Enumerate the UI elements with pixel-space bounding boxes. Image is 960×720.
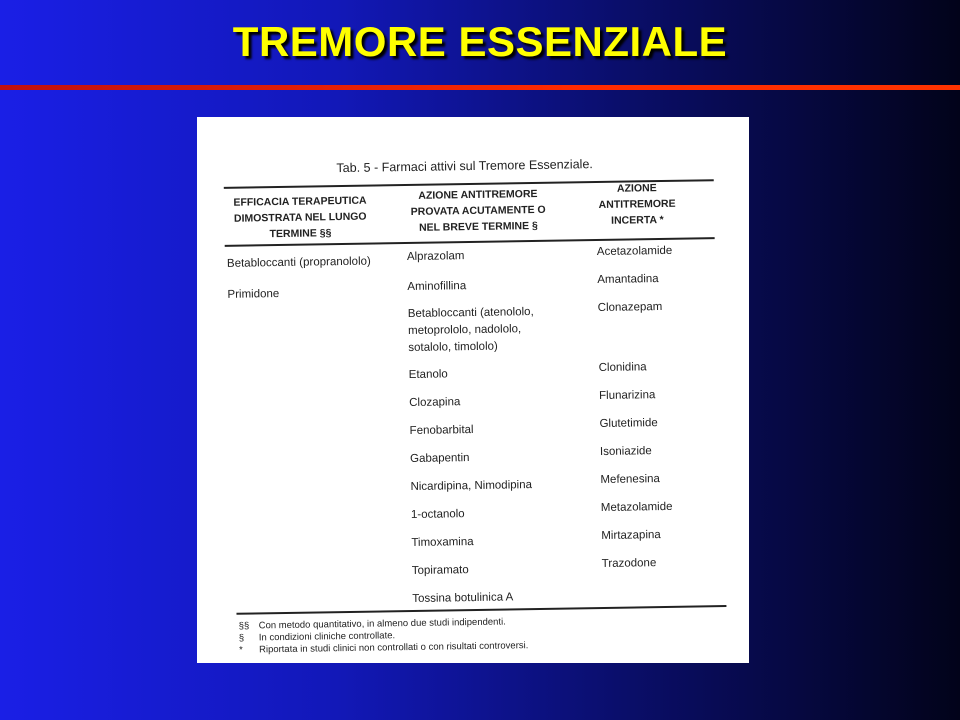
list-item: Acetazolamide: [596, 244, 673, 259]
footnotes: [239, 616, 529, 657]
footnote-text: Con metodo quantitativo, in almeno due studi indipendenti.: [258, 616, 506, 632]
list-item: Clonazepam: [597, 301, 663, 315]
footnote-symbol: *: [238, 644, 243, 656]
list-item: Clonidina: [598, 361, 647, 375]
footnote-symbol: §§: [238, 620, 250, 632]
footnote-text: Riportata in studi clinici non controllati o con risultati controversi.: [258, 640, 529, 656]
list-item: Tossina botulinica A: [412, 591, 514, 605]
list-item: Gabapentin: [409, 452, 470, 465]
header-col2: AZIONE ANTITREMORE PROVATA ACUTAMENTE O NEL BREVE TERMINE §: [410, 187, 546, 234]
list-item: Flunarizina: [599, 389, 656, 403]
list-item: 1-octanolo: [410, 508, 465, 521]
footnote-text: In condizioni cliniche controllate.: [258, 630, 396, 644]
list-item: Clozapina: [409, 396, 461, 410]
header-col3: AZIONE ANTITREMORE INCERTA *: [598, 182, 676, 227]
list-item: Primidone: [227, 288, 280, 301]
list-item: Betabloccanti (propranololo): [226, 255, 371, 270]
list-item: Timoxamina: [411, 536, 474, 549]
list-item: Topiramato: [411, 564, 469, 577]
list-item: Amantadina: [597, 273, 659, 287]
title-underline: [0, 85, 960, 90]
list-item: Alprazolam: [406, 250, 465, 264]
list-item: Isoniazide: [599, 445, 652, 459]
list-item: Etanolo: [408, 368, 448, 382]
scanned-table-content: [197, 117, 749, 663]
list-item: Mirtazapina: [601, 529, 661, 543]
list-item: Nicardipina, Nimodipina: [410, 479, 533, 493]
list-item: Mefenesina: [600, 473, 660, 487]
table-caption: Tab. 5 - Farmaci attivi sul Tremore Essenziale.: [336, 157, 593, 176]
list-item: Aminofillina: [407, 280, 467, 294]
header-col1: EFFICACIA TERAPEUTICA DIMOSTRATA NEL LUNGO TERMINE §§: [233, 194, 367, 241]
slide-title: TREMORE ESSENZIALE: [232, 18, 728, 65]
scanned-table: [197, 117, 749, 663]
list-item: Glutetimide: [599, 417, 658, 431]
footnote-symbol: §: [238, 632, 245, 644]
list-item: Betabloccanti (atenololo, metoprololo, nadololo, sotalolo, timololo): [407, 306, 534, 355]
list-item: Trazodone: [601, 557, 657, 570]
list-item: Metazolamide: [600, 500, 673, 515]
list-item: Fenobarbital: [409, 423, 474, 437]
footnote-rule: [236, 605, 726, 614]
